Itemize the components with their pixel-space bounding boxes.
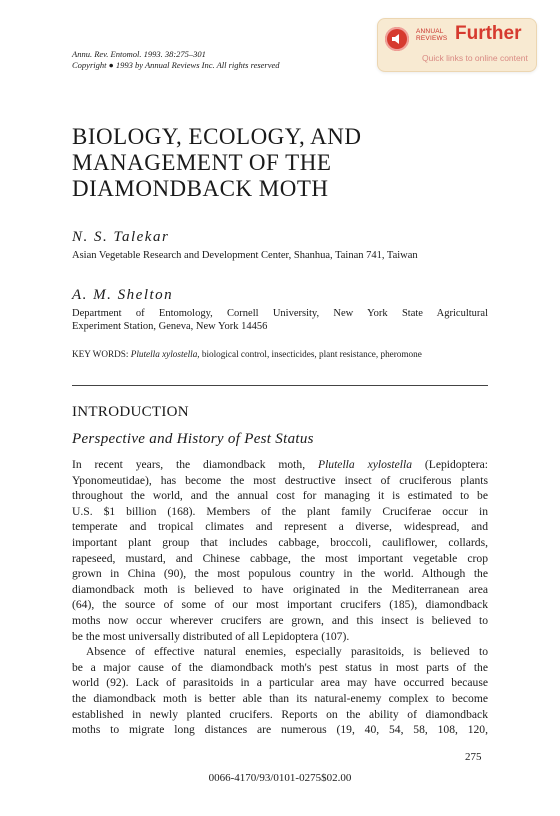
author-affiliation-2 (72, 307, 488, 333)
body-line: temperate and tropical climates and represent a diverse, widespread, and (72, 520, 488, 534)
keywords (72, 349, 422, 359)
further-annual-reviews-banner[interactable] (377, 18, 537, 72)
banner-annual-text: ANNUAL (416, 28, 444, 35)
body-line: Absence of effective natural enemies, especially parasitoids, is believed to (86, 645, 488, 659)
author-affiliation-2-line: Experiment Station, Geneva, New York 14456 (72, 321, 268, 332)
body-line: the diamondback moth is better able than its natural-enemy complex to become (72, 691, 488, 705)
page-number: 275 (465, 751, 482, 763)
body-line: (64), the source of some of our most important crucifers (185), diamondback (72, 598, 488, 612)
body-line: diamondback moth is believed to have originated in the Mediterranean area (72, 582, 488, 596)
banner-further-text: Further (455, 23, 522, 44)
article-title-line: MANAGEMENT OF THE (72, 150, 332, 175)
species-name: Plutella xylostella (317, 458, 413, 471)
journal-citation (72, 49, 280, 71)
article-title-line: BIOLOGY, ECOLOGY, AND (72, 124, 362, 149)
body-line: be the most universally distributed of all Lepidoptera (107). (72, 629, 350, 643)
copyright-code: 0066-4170/93/0101-0275$02.00 (208, 772, 352, 784)
body-line: U.S. $1 billion (168). Members of the plant family Cruciferae occur in (72, 504, 488, 518)
author-affiliation-1: Asian Vegetable Research and Development Center, Shanhua, Tainan 741, Taiwan (72, 250, 418, 261)
body-line: be a major cause of the diamondback moth's pest status in most parts of the (72, 660, 488, 674)
journal-citation-line-1: Annu. Rev. Entomol. 1993. 38:275–301 (72, 49, 206, 59)
body-line: established in newly planted crucifers. Reports on the ability of diamondback (72, 707, 488, 721)
keywords-label: KEY WORDS: (72, 349, 129, 359)
body-line: In recent years, the diamondback moth, Plutella xylostella (Lepidoptera: (72, 458, 488, 471)
subsection-heading: Perspective and History of Pest Status (72, 431, 314, 447)
banner-reviews-text: REVIEWS (416, 35, 448, 42)
journal-citation-line-2: Copyright ● 1993 by Annual Reviews Inc. All rights reserved (72, 60, 280, 70)
author-name-2: A. M. Shelton (72, 287, 174, 303)
author-affiliation-2-line: Department of Entomology, Cornell University, New York State Agricultural (72, 308, 488, 319)
banner-annual-reviews-label (416, 28, 447, 42)
keywords-species: Plutella xylostella, (130, 349, 200, 359)
body-line: world (92). Lack of parasitoids in a particular area may have occurred because (72, 676, 488, 690)
keywords-list: biological control, insecticides, plant resistance, pheromone (199, 349, 422, 359)
article-title (72, 124, 472, 202)
body-line: grown in China (90), the most populous country in the world. Although the (72, 567, 488, 581)
body-line: throughout the world, and the annual cost for managing it is estimated to be (72, 489, 488, 503)
section-divider (72, 385, 488, 386)
body-line: moths now occur wherever crucifers are grown, and this insect is believed to (72, 613, 488, 627)
body-text (72, 457, 488, 738)
article-title-line: DIAMONDBACK MOTH (72, 176, 329, 201)
speaker-icon (385, 27, 409, 51)
body-line: rapeseed, mustard, and Chinese cabbage, the most important vegetable crop (72, 551, 488, 565)
body-line: Yponomeutidae), has become the most destructive insect of cruciferous plants (72, 473, 488, 487)
author-name-1: N. S. Talekar (72, 229, 170, 245)
section-heading: INTRODUCTION (72, 404, 189, 420)
body-line: moths to migrate long distances are numerous (19, 40, 54, 58, 108, 120, (72, 723, 488, 737)
banner-subtitle: Quick links to online content (422, 53, 528, 63)
body-line: important plant group that includes cabbage, broccoli, cauliflower, collards, (72, 535, 488, 549)
